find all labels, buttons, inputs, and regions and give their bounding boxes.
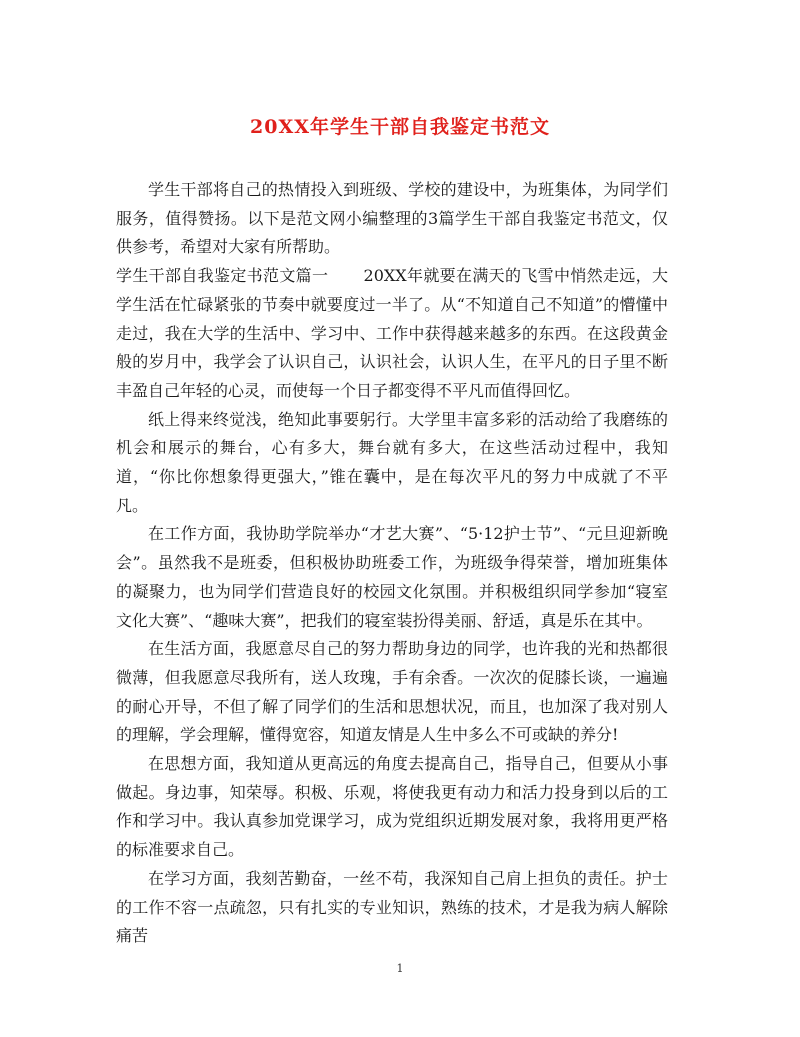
section-first-text: 20XX年就要在满天的飞雪中悄然走远，大学生活在忙碌紧张的节奏中就要度过一半了。从“不知道自己不知道”的懵懂中走过，我在大学的生活中、学习中、工作中获得越来越多的东西。在这段黄金般的岁月中，我学会了认识自己，认识社会，认识人生，在平凡的日子里不断丰盈自己年轻的心灵，而使每一个日子都变得不平凡而值得回忆。	[116, 266, 668, 400]
body-paragraph: 在思想方面，我知道从更高远的角度去提高自己，指导自己，但要从小事做起。身边事，知荣辱。积极、乐观，将使我更有动力和活力投身到以后的工作和学习中。我认真参加党课学习，成为党组织近期发展对象，我将用更严格的标准要求自己。	[116, 754, 668, 860]
body-paragraph: 在工作方面，我协助学院举办“才艺大赛”、“5·12护士节”、“元旦迎新晚会”。虽然我不是班委，但积极协助班委工作，为班级争得荣誉，增加班集体的凝聚力，也为同学们营造良好的校园文化氛围。并积极组织同学参加“寝室文化大赛”、“趣味大赛”，把我们的寝室装扮得美丽、舒适，真是乐在其中。	[116, 524, 668, 630]
document-title: 20XX年学生干部自我鉴定书范文	[250, 116, 550, 138]
intro-paragraph: 学生干部将自己的热情投入到班级、学校的建设中，为班集体，为同学们服务，值得赞扬。以下是范文网小编整理的3篇学生干部自我鉴定书范文，仅供参考，希望对大家有所帮助。	[116, 180, 668, 257]
body-paragraph: 在学习方面，我刻苦勤奋，一丝不苟，我深知自己肩上担负的责任。护士的工作不容一点疏忽，只有扎实的专业知识，熟练的技术，才是我为病人解除痛苦	[116, 868, 668, 946]
section-heading: 学生干部自我鉴定书范文篇一	[116, 266, 329, 286]
body-paragraph: 在生活方面，我愿意尽自己的努力帮助身边的同学，也许我的光和热都很微薄，但我愿意尽我所有，送人玫瑰，手有余香。一次次的促膝长谈，一遍遍的耐心开导，不但了解了同学们的生活和思想状况，而且，也加深了我对别人的理解，学会理解，懂得宽容，知道友情是人生中多么不可或缺的养分!	[116, 639, 668, 745]
document-body	[116, 176, 668, 951]
body-paragraph: 纸上得来终觉浅，绝知此事要躬行。大学里丰富多彩的活动给了我磨练的机会和展示的舞台，心有多大，舞台就有多大，在这些活动过程中，我知道，“你比你想象得更强大，”锥在囊中，是在每次平凡的努力中成就了不平凡。	[116, 409, 668, 515]
section-paragraph	[116, 262, 668, 406]
page-number: 1	[396, 962, 404, 975]
